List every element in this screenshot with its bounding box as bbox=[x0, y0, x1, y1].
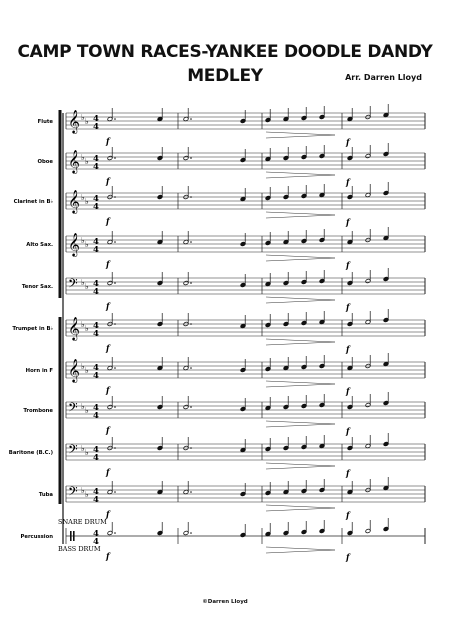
dynamic-forte: f bbox=[106, 425, 110, 435]
dot bbox=[114, 323, 116, 325]
time-signature-bottom: 4 bbox=[93, 537, 99, 547]
dynamic-forte: f bbox=[346, 344, 350, 354]
flat-sign: ♭ bbox=[85, 490, 89, 499]
instrument-label: Alto Sax. bbox=[26, 242, 53, 248]
percussion-clef bbox=[73, 531, 75, 541]
treble-clef: 𝄞 bbox=[68, 109, 80, 133]
instrument-label: Clarinet in B♭ bbox=[13, 199, 53, 205]
dynamic-forte: f bbox=[106, 509, 110, 519]
time-signature-top: 4 bbox=[93, 487, 99, 497]
time-signature-bottom: 4 bbox=[93, 411, 99, 421]
treble-clef: 𝄞 bbox=[68, 358, 80, 382]
dynamic-forte: f bbox=[346, 510, 350, 520]
flat-sign: ♭ bbox=[85, 157, 89, 166]
crescendo-hairpin bbox=[266, 381, 335, 387]
dot bbox=[190, 323, 192, 325]
dynamic-forte: f bbox=[346, 302, 350, 312]
dot bbox=[114, 447, 116, 449]
dot bbox=[190, 196, 192, 198]
time-signature-top: 4 bbox=[93, 445, 99, 455]
dot bbox=[190, 447, 192, 449]
dynamic-forte: f bbox=[106, 136, 110, 146]
flat-sign: ♭ bbox=[85, 197, 89, 206]
crescendo-hairpin bbox=[266, 547, 335, 553]
treble-clef: 𝄞 bbox=[68, 316, 80, 340]
instrument-label: Tenor Sax. bbox=[21, 284, 53, 290]
dot bbox=[190, 491, 192, 493]
time-signature-bottom: 4 bbox=[93, 495, 99, 505]
bass-clef: 𝄢 bbox=[68, 400, 78, 418]
time-signature-bottom: 4 bbox=[93, 371, 99, 381]
time-signature-bottom: 4 bbox=[93, 245, 99, 255]
instrument-label: Trombone bbox=[23, 408, 53, 414]
dynamic-forte: f bbox=[106, 301, 110, 311]
time-signature-bottom: 4 bbox=[93, 329, 99, 339]
time-signature-top: 4 bbox=[93, 529, 99, 539]
crescendo-hairpin bbox=[266, 505, 335, 511]
flat-sign: ♭ bbox=[81, 444, 85, 453]
crescendo-hairpin bbox=[266, 339, 335, 345]
flat-sign: ♭ bbox=[81, 320, 85, 329]
dot bbox=[114, 196, 116, 198]
dot bbox=[190, 157, 192, 159]
dynamic-forte: f bbox=[346, 426, 350, 436]
score-title-line-2: MEDLEY bbox=[187, 66, 263, 86]
dynamic-forte: f bbox=[346, 217, 350, 227]
flat-sign: ♭ bbox=[81, 486, 85, 495]
time-signature-top: 4 bbox=[93, 237, 99, 247]
time-signature-bottom: 4 bbox=[93, 202, 99, 212]
flat-sign: ♭ bbox=[85, 448, 89, 457]
dynamic-forte: f bbox=[346, 177, 350, 187]
dot bbox=[114, 241, 116, 243]
dynamic-forte: f bbox=[346, 137, 350, 147]
dot bbox=[190, 532, 192, 534]
crescendo-hairpin bbox=[266, 132, 335, 138]
bass-clef: 𝄢 bbox=[68, 442, 78, 460]
instrument-label: Flute bbox=[37, 119, 53, 125]
time-signature-bottom: 4 bbox=[93, 453, 99, 463]
flat-sign: ♭ bbox=[81, 193, 85, 202]
dot bbox=[114, 282, 116, 284]
instrument-label: Tuba bbox=[38, 492, 53, 498]
dot bbox=[114, 491, 116, 493]
score-title-line-1: CAMP TOWN RACES-YANKEE DOODLE DANDY bbox=[17, 42, 433, 62]
treble-clef: 𝄞 bbox=[68, 189, 80, 213]
flat-sign: ♭ bbox=[81, 153, 85, 162]
dynamic-forte: f bbox=[106, 467, 110, 477]
time-signature-top: 4 bbox=[93, 154, 99, 164]
crescendo-hairpin bbox=[266, 212, 335, 218]
dot bbox=[114, 118, 116, 120]
time-signature-top: 4 bbox=[93, 114, 99, 124]
crescendo-hairpin bbox=[266, 255, 335, 261]
dynamic-forte: f bbox=[106, 385, 110, 395]
flat-sign: ♭ bbox=[85, 324, 89, 333]
dynamic-forte: f bbox=[346, 468, 350, 478]
time-signature-bottom: 4 bbox=[93, 162, 99, 172]
time-signature-bottom: 4 bbox=[93, 122, 99, 132]
treble-clef: 𝄞 bbox=[68, 232, 80, 256]
flat-sign: ♭ bbox=[85, 282, 89, 291]
crescendo-hairpin bbox=[266, 463, 335, 469]
dynamic-forte: f bbox=[106, 176, 110, 186]
crescendo-hairpin bbox=[266, 421, 335, 427]
dot bbox=[114, 157, 116, 159]
time-signature-top: 4 bbox=[93, 279, 99, 289]
bass-clef: 𝄢 bbox=[68, 484, 78, 502]
flat-sign: ♭ bbox=[81, 402, 85, 411]
dynamic-forte: f bbox=[346, 386, 350, 396]
time-signature-top: 4 bbox=[93, 194, 99, 204]
dot bbox=[190, 241, 192, 243]
dynamic-forte: f bbox=[346, 552, 350, 562]
time-signature-top: 4 bbox=[93, 321, 99, 331]
dot bbox=[114, 532, 116, 534]
dot bbox=[190, 282, 192, 284]
instrument-label: Baritone (B.C.) bbox=[8, 450, 53, 456]
flat-sign: ♭ bbox=[81, 278, 85, 287]
instrument-label: Horn in F bbox=[25, 368, 53, 374]
dot bbox=[190, 367, 192, 369]
copyright-notice: ©Darren Lloyd bbox=[202, 599, 248, 605]
flat-sign: ♭ bbox=[81, 236, 85, 245]
instrument-label: Trumpet in B♭ bbox=[12, 326, 53, 332]
crescendo-hairpin bbox=[266, 297, 335, 303]
dynamic-forte: f bbox=[106, 343, 110, 353]
dot bbox=[114, 406, 116, 408]
dynamic-forte: f bbox=[106, 216, 110, 226]
flat-sign: ♭ bbox=[81, 113, 85, 122]
arranger-credit: Arr. Darren Lloyd bbox=[345, 73, 422, 82]
instrument-label: Oboe bbox=[37, 159, 53, 165]
dynamic-forte: f bbox=[106, 551, 110, 561]
percussion-clef bbox=[70, 531, 72, 541]
flat-sign: ♭ bbox=[85, 366, 89, 375]
crescendo-hairpin bbox=[266, 172, 335, 178]
dot bbox=[190, 118, 192, 120]
time-signature-top: 4 bbox=[93, 363, 99, 373]
time-signature-bottom: 4 bbox=[93, 287, 99, 297]
dot bbox=[190, 406, 192, 408]
dynamic-forte: f bbox=[106, 259, 110, 269]
instrument-label: Percussion bbox=[20, 534, 53, 540]
bass-drum-label: BASS DRUM bbox=[58, 545, 101, 553]
time-signature-top: 4 bbox=[93, 403, 99, 413]
flat-sign: ♭ bbox=[85, 240, 89, 249]
flat-sign: ♭ bbox=[81, 362, 85, 371]
dynamic-forte: f bbox=[346, 260, 350, 270]
snare-drum-label: SNARE DRUM bbox=[58, 518, 107, 526]
treble-clef: 𝄞 bbox=[68, 149, 80, 173]
flat-sign: ♭ bbox=[85, 117, 89, 126]
bass-clef: 𝄢 bbox=[68, 276, 78, 294]
flat-sign: ♭ bbox=[85, 406, 89, 415]
dot bbox=[114, 367, 116, 369]
